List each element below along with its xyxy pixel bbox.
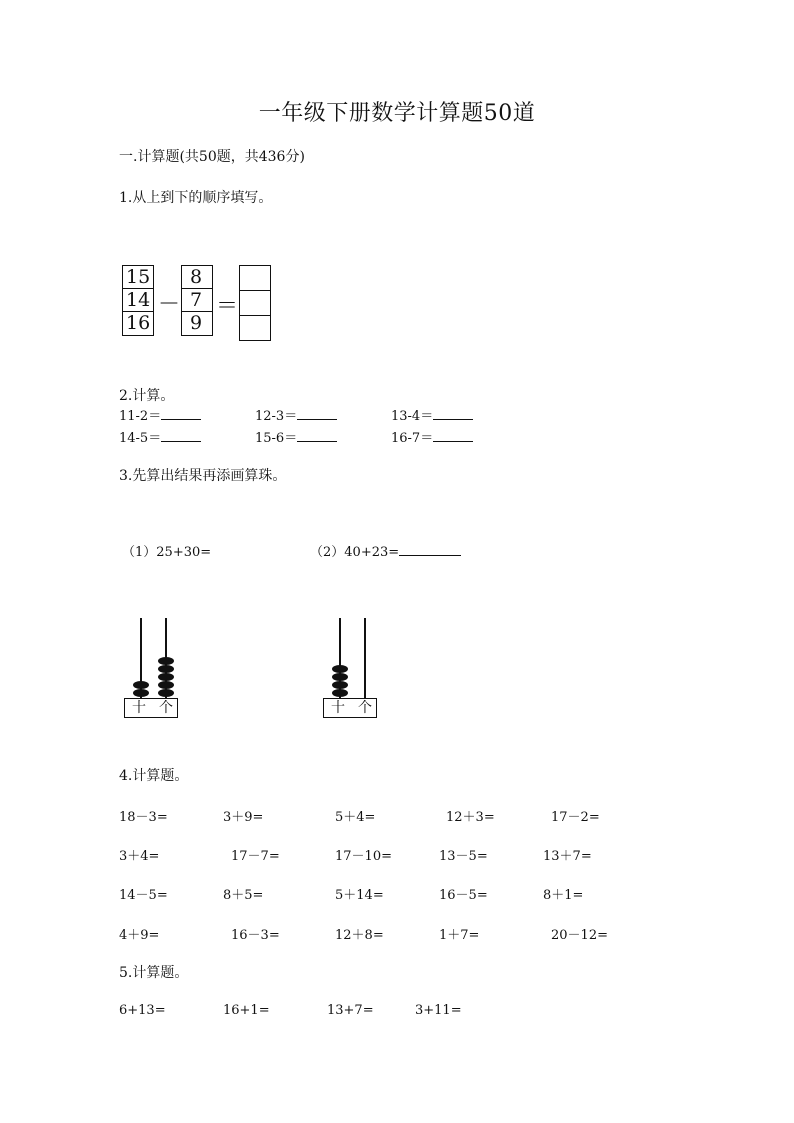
calc-expression: 17－2= (551, 810, 600, 825)
abacus-problem-2 (310, 541, 461, 560)
calc-expression: 17－7= (231, 849, 280, 864)
calc-expression: 14-5＝ (119, 431, 162, 446)
minuend-cell: 14 (123, 289, 153, 312)
abacus-bead (158, 657, 174, 665)
calc-expression: 12＋8= (335, 928, 384, 943)
calc-expression: 16－5= (439, 888, 488, 903)
calc-expression: 5＋14= (335, 888, 384, 903)
subtrahend-cell: 9 (190, 312, 203, 334)
minuend-cell: 16 (126, 312, 151, 334)
question-1-label: 1.从上到下的顺序填写。 (119, 190, 273, 206)
equals-sign: ＝ (216, 294, 239, 319)
abacus-bead (332, 673, 348, 681)
calc-expression: 6+13= (119, 1003, 166, 1018)
calc-expression: 16－3= (231, 928, 280, 943)
question-3-label: 3.先算出结果再添画算珠。 (119, 468, 287, 484)
abacus-bead (158, 665, 174, 673)
calc-expression: 5＋4= (335, 810, 376, 825)
answer-blank[interactable] (161, 429, 201, 442)
abacus-base (323, 698, 377, 718)
calc-expression: 12-3＝ (255, 409, 298, 424)
calc-item (119, 405, 201, 424)
calc-item (119, 427, 201, 446)
question-5-label: 5.计算题。 (119, 965, 189, 981)
answer-blank[interactable] (399, 543, 461, 556)
calc-item (255, 405, 337, 424)
abacus-bead (158, 673, 174, 681)
calc-expression: 13－5= (439, 849, 488, 864)
calc-expression: 17－10= (335, 849, 392, 864)
abacus-problem-2-text: （2）40+23= (310, 545, 400, 560)
calc-expression: 13+7= (327, 1003, 374, 1018)
section-heading: 一.计算题(共50题，共436分) (119, 149, 305, 165)
calc-expression: 15-6＝ (255, 431, 298, 446)
answer-blank[interactable] (297, 429, 337, 442)
abacus-bead (133, 681, 149, 689)
calc-expression: 3＋4= (119, 849, 160, 864)
abacus-ones-rod (364, 618, 366, 698)
subtrahend-cell: 7 (182, 289, 212, 312)
calc-expression: 18－3= (119, 810, 168, 825)
question-2-label: 2.计算。 (119, 388, 175, 404)
abacus-bead (332, 681, 348, 689)
answer-blank[interactable] (433, 407, 473, 420)
abacus-bead (332, 665, 348, 673)
calc-expression: 13＋7= (543, 849, 592, 864)
ones-label: 个 (358, 700, 372, 716)
page-title: 一年级下册数学计算题50道 (258, 101, 536, 126)
calc-item (255, 427, 337, 446)
question-4-label: 4.计算题。 (119, 768, 189, 784)
calc-expression: 11-2＝ (119, 409, 162, 424)
abacus-problem-1: （1）25+30= (122, 545, 212, 560)
calc-expression: 8＋5= (223, 888, 264, 903)
calc-expression: 14－5= (119, 888, 168, 903)
calc-item (391, 405, 473, 424)
ones-label: 个 (159, 700, 173, 716)
calc-expression: 4＋9= (119, 928, 160, 943)
calc-expression: 12＋3= (446, 810, 495, 825)
calc-expression: 20－12= (551, 928, 608, 943)
calc-expression: 3+11= (415, 1003, 462, 1018)
tens-label: 十 (132, 700, 146, 716)
answer-blank[interactable] (161, 407, 201, 420)
answer-box[interactable] (240, 266, 270, 291)
calc-expression: 16-7＝ (391, 431, 434, 446)
answer-blank[interactable] (433, 429, 473, 442)
calc-expression: 13-4＝ (391, 409, 434, 424)
calc-expression: 16+1= (223, 1003, 270, 1018)
abacus-bead (133, 689, 149, 697)
minus-sign: － (158, 292, 181, 317)
abacus-2 (321, 618, 381, 722)
answer-blank[interactable] (297, 407, 337, 420)
answer-column (239, 265, 271, 341)
subtrahend-column (181, 265, 213, 336)
tens-label: 十 (331, 700, 345, 716)
minuend-column (122, 265, 154, 336)
calc-expression: 8＋1= (543, 888, 584, 903)
subtrahend-cell: 8 (182, 266, 212, 289)
abacus-bead (158, 689, 174, 697)
answer-box[interactable] (240, 316, 270, 340)
answer-box[interactable] (240, 291, 270, 316)
calc-expression: 3＋9= (223, 810, 264, 825)
minuend-cell: 15 (123, 266, 153, 289)
abacus-bead (158, 681, 174, 689)
abacus-1 (122, 618, 182, 722)
calc-expression: 1＋7= (439, 928, 480, 943)
abacus-base (124, 698, 178, 718)
calc-item (391, 427, 473, 446)
abacus-bead (332, 689, 348, 697)
